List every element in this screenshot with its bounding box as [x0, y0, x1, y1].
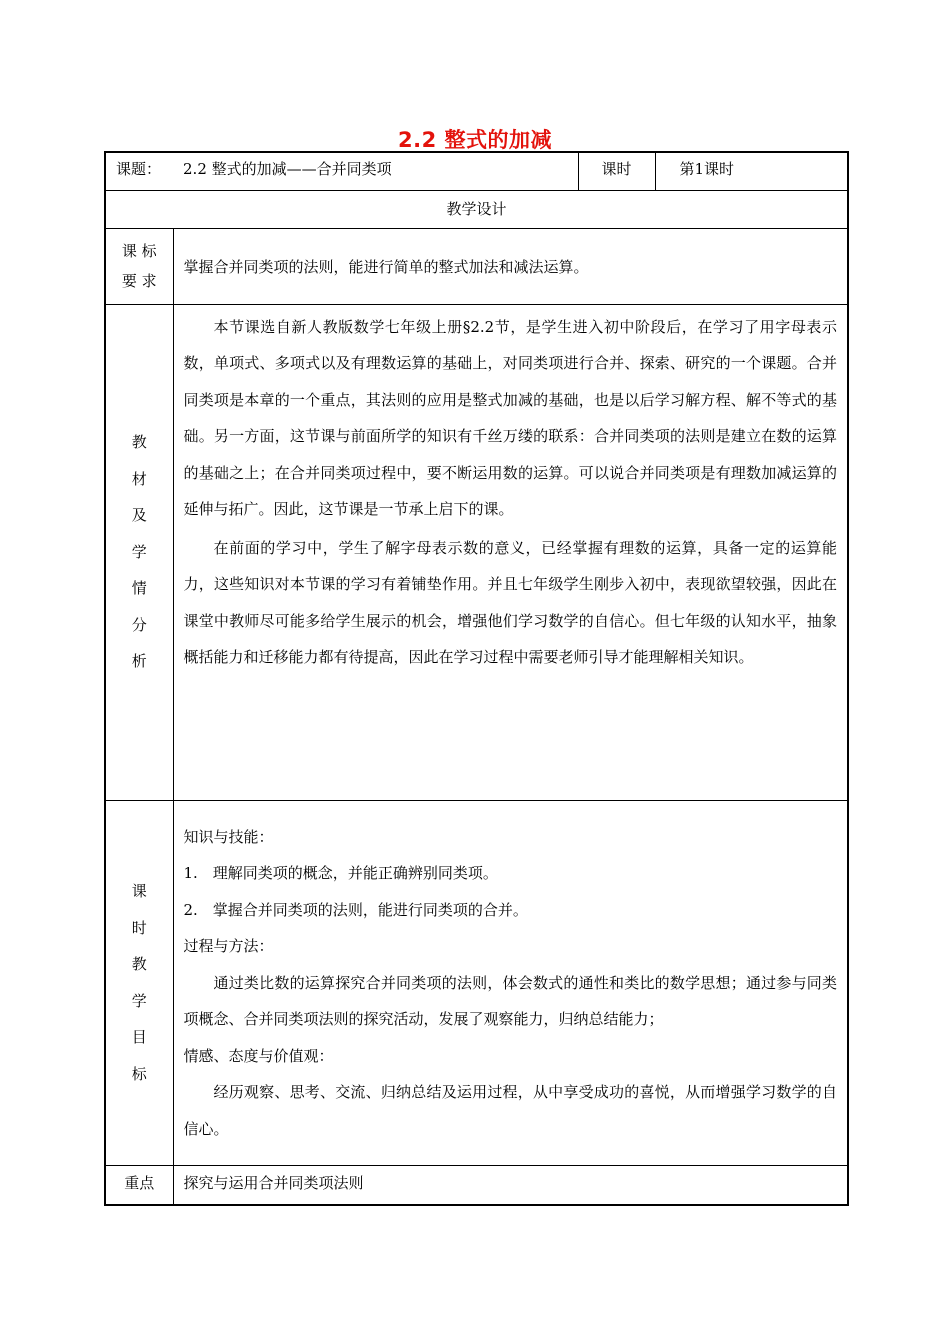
analysis-paragraph-1: 本节课选自新人教版数学七年级上册§2.2节，是学生进入初中阶段后，在学习了用字母表示数，单项式、多项式以及有理数运算的基础上，对同类项进行合并、探索、研究的一个课题。合并同类项是本章的一个重点，其法则的应用是整式加减的基础，也是以后学习解方程、解不等式的基础。另一方面，这节课与前面所学的知识有千丝万缕的联系：合并同类项的法则是建立在数的运算的基础之上；在合并同类项过程中，要不断运用数的运算。可以说合并同类项是有理数加减运算的延伸与拓广。因此，这节课是一节承上启下的课。 — [183, 317, 838, 518]
header-row — [105, 152, 848, 190]
topic-value: 2.2 整式的加减——合并同类项 — [183, 160, 392, 178]
keypoint-label-cell — [105, 1165, 173, 1205]
curriculum-text-cell — [173, 228, 848, 304]
analysis-label-char: 学 — [131, 542, 147, 561]
period-value: 第1课时 — [679, 160, 735, 178]
emotion-heading: 情感、态度与价值观： — [183, 1046, 334, 1065]
objectives-label-char: 目 — [131, 1028, 147, 1046]
period-label-cell — [578, 152, 655, 190]
analysis-row — [105, 304, 848, 800]
design-title-cell — [105, 190, 848, 228]
curriculum-row — [105, 228, 848, 304]
period-value-cell — [655, 152, 848, 190]
document-title: 2.2 整式的加减 — [397, 128, 552, 152]
period-label: 课时 — [601, 160, 632, 178]
analysis-label-cell — [105, 304, 173, 800]
objectives-label-cell — [105, 800, 173, 1165]
analysis-label-char: 分 — [131, 615, 147, 634]
analysis-text-cell — [173, 304, 848, 800]
process-text: 通过类比数的运算探究合并同类项的法则，体会数式的通性和类比的数学思想；通过参与同类项概念、合并同类项法则的探究活动，发展了观察能力，归纳总结能力； — [183, 973, 838, 1028]
objectives-text-cell — [173, 800, 848, 1165]
analysis-label-char: 材 — [131, 469, 147, 488]
emotion-text: 经历观察、思考、交流、归纳总结及运用过程，从中享受成功的喜悦，从而增强学习数学的自信心。 — [183, 1083, 838, 1138]
analysis-label-char: 及 — [131, 506, 147, 525]
curriculum-label-line1: 课 标 — [121, 242, 157, 260]
curriculum-text: 掌握合并同类项的法则，能进行简单的整式加法和减法运算。 — [183, 257, 589, 276]
keypoint-text-cell — [173, 1165, 848, 1205]
keypoint-text: 探究与运用合并同类项法则 — [183, 1173, 364, 1192]
lesson-plan-table — [104, 151, 849, 1206]
curriculum-label-line2: 要 求 — [121, 272, 157, 290]
objectives-label-char: 时 — [131, 918, 147, 937]
curriculum-label-cell — [105, 228, 173, 304]
objectives-row — [105, 800, 848, 1165]
analysis-label-char: 析 — [131, 652, 147, 671]
knowledge-heading: 知识与技能： — [183, 827, 274, 846]
keypoint-label: 重点 — [124, 1173, 155, 1192]
objectives-label-char: 教 — [131, 955, 147, 973]
objectives-label-char: 标 — [131, 1064, 147, 1083]
knowledge-item-2: 2. 掌握合并同类项的法则，能进行同类项的合并。 — [183, 900, 528, 919]
design-title-row — [105, 190, 848, 228]
analysis-label-char: 教 — [131, 433, 147, 452]
topic-cell — [105, 152, 578, 190]
design-title: 教学设计 — [446, 199, 507, 218]
topic-label: 课题： — [116, 160, 162, 178]
knowledge-item-1: 1. 理解同类项的概念，并能正确辨别同类项。 — [183, 864, 498, 882]
objectives-label-char: 学 — [131, 991, 147, 1010]
analysis-label-char: 情 — [131, 579, 147, 598]
analysis-paragraph-2: 在前面的学习中，学生了解字母表示数的意义，已经掌握有理数的运算，具备一定的运算能力，这些知识对本节课的学习有着铺垫作用。并且七年级学生刚步入初中，表现欲望较强，因此在课堂中教师尽可能多给学生展示的机会，增强他们学习数学的自信心。但七年级的认知水平，抽象概括能力和迁移能力都有待提高，因此在学习过程中需要老师引导才能理解相关知识。 — [183, 538, 838, 666]
keypoint-row — [105, 1165, 848, 1205]
process-heading: 过程与方法： — [183, 937, 274, 955]
objectives-label-char: 课 — [131, 882, 147, 900]
